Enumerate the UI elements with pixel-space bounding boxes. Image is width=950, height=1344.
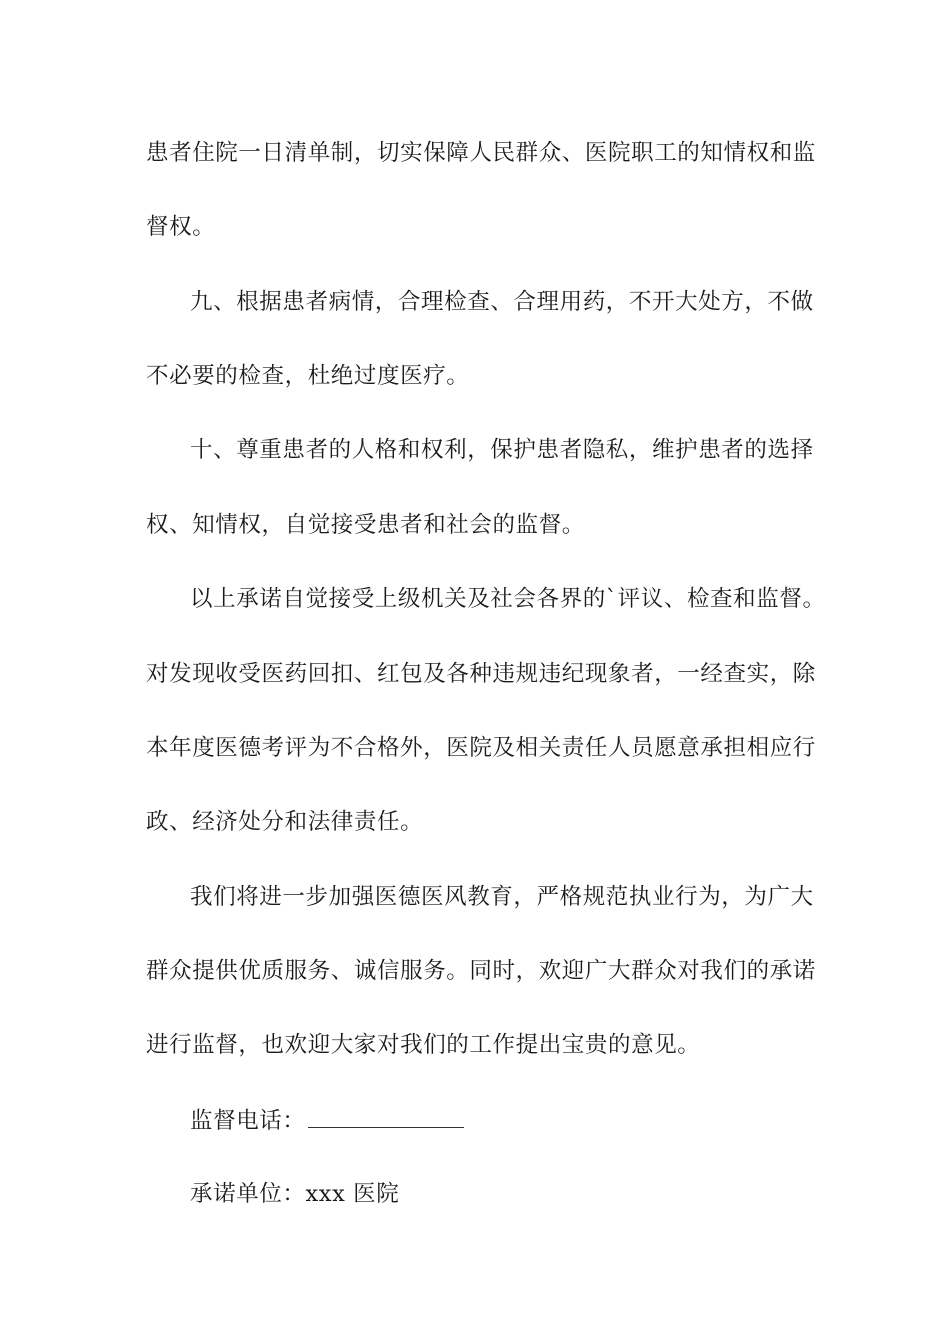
closing-line-3: 进行监督，也欢迎大家对我们的工作提出宝贵的意见。 xyxy=(146,1032,701,1058)
committed-unit-value: xxx 医院 xyxy=(305,1181,400,1207)
closing-line-2: 群众提供优质服务、诚信服务。同时，欢迎广大群众对我们的承诺 xyxy=(146,958,816,984)
supervision-phone-row xyxy=(190,1105,870,1136)
commitment-line-4: 政、经济处分和法律责任。 xyxy=(146,809,424,835)
committed-unit-label: 承诺单位： xyxy=(190,1181,306,1207)
supervision-phone-label: 监督电话： xyxy=(190,1108,306,1134)
item-9-line-1: 九、根据患者病情，合理检查、合理用药，不开大处方，不做 xyxy=(190,289,814,315)
closing-line-1: 我们将进一步加强医德医风教育，严格规范执业行为，为广大 xyxy=(190,884,814,910)
commitment-line-2: 对发现收受医药回扣、红包及各种违规违纪现象者，一经查实，除 xyxy=(146,661,816,687)
committed-unit-row xyxy=(190,1179,870,1209)
commitment-line-1: 以上承诺自觉接受上级机关及社会各界的`评议、检查和监督。 xyxy=(190,586,826,612)
paragraph-8-line-1: 患者住院一日清单制，切实保障人民群众、医院职工的知情权和监 xyxy=(146,140,816,166)
supervision-phone-blank xyxy=(308,1105,464,1128)
item-10-line-1: 十、尊重患者的人格和权利，保护患者隐私，维护患者的选择 xyxy=(190,437,814,463)
paragraph-8-line-2: 督权。 xyxy=(146,214,216,240)
item-10-line-2: 权、知情权，自觉接受患者和社会的监督。 xyxy=(146,512,585,538)
item-9-line-2: 不必要的检查，杜绝过度医疗。 xyxy=(146,363,470,389)
commitment-line-3: 本年度医德考评为不合格外，医院及相关责任人员愿意承担相应行 xyxy=(146,735,816,761)
